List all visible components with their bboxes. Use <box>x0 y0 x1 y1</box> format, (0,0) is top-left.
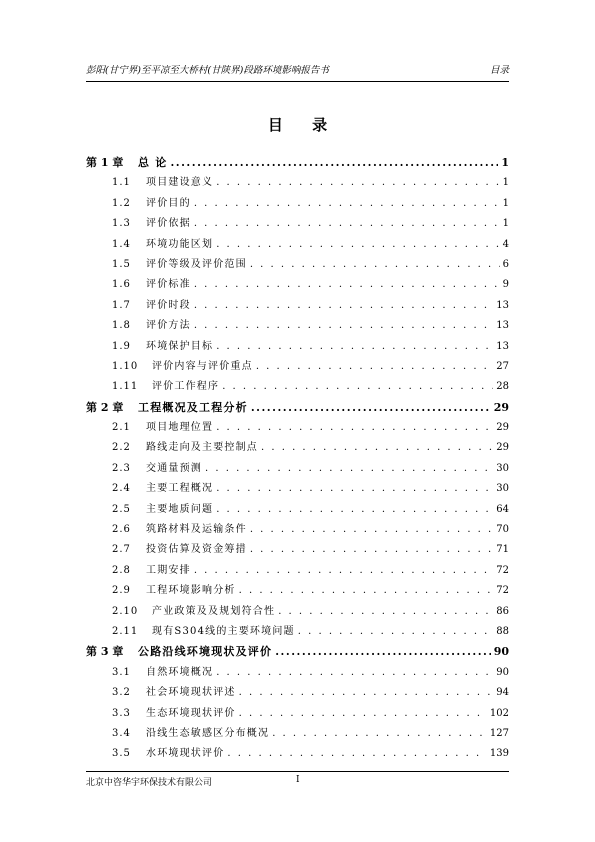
toc-dot-leader <box>216 418 493 438</box>
toc-entry-page: 102 <box>489 707 509 719</box>
toc-entry-number: 第 3 章 <box>86 645 124 659</box>
toc-entry-number: 2.1 <box>112 422 131 434</box>
toc-entry-title: 主要工程概况 <box>146 483 214 495</box>
toc-section-entry[interactable] <box>86 235 509 255</box>
toc-dot-leader <box>216 235 499 255</box>
toc-section-entry[interactable] <box>86 438 509 458</box>
toc-dot-leader <box>194 275 500 295</box>
toc-entry-page: 90 <box>493 645 509 659</box>
toc-dot-leader <box>227 744 487 764</box>
toc-section-entry[interactable] <box>86 622 509 642</box>
toc-chapter-entry[interactable] <box>86 153 509 173</box>
toc-section-entry[interactable] <box>86 316 509 336</box>
toc-entry-page: 139 <box>489 748 509 760</box>
toc-entry-title: 筑路材料及运输条件 <box>146 524 247 536</box>
toc-entry-number: 3.1 <box>112 666 131 678</box>
toc-entry-page: 1 <box>502 177 509 189</box>
toc-dot-leader <box>216 500 493 520</box>
toc-section-entry[interactable] <box>86 255 509 275</box>
toc-section-entry[interactable] <box>86 194 509 214</box>
toc-entry-title: 评价方法 <box>146 320 191 332</box>
toc-section-entry[interactable] <box>86 724 509 744</box>
toc-entry-number: 2.2 <box>112 442 131 454</box>
toc-entry-number: 1.1 <box>112 177 131 189</box>
toc-entry-page: 94 <box>496 687 509 699</box>
toc-entry-page: 4 <box>502 238 509 250</box>
toc-dot-leader <box>250 255 500 275</box>
toc-entry-page: 29 <box>493 400 509 414</box>
toc-entry-title: 评价工作程序 <box>152 381 220 393</box>
toc-dot-leader <box>239 704 487 724</box>
toc-entry-page: 127 <box>489 727 509 739</box>
toc-dot-leader <box>272 724 487 744</box>
toc-dot-leader <box>194 316 493 336</box>
header-section-name: 目录 <box>489 65 509 76</box>
toc-dot-leader <box>205 459 493 479</box>
toc-entry-title: 评价等级及评价范围 <box>146 258 247 270</box>
toc-section-entry[interactable] <box>86 459 509 479</box>
toc-section-entry[interactable] <box>86 581 509 601</box>
toc-entry-title: 交通量预测 <box>146 462 202 474</box>
toc-entry-page: 64 <box>496 503 509 515</box>
toc-entry-page: 72 <box>496 564 509 576</box>
toc-entry-number: 第 2 章 <box>86 400 124 414</box>
toc-entry-title: 工程概况及工程分析 <box>138 400 248 414</box>
toc-entry-title: 水环境现状评价 <box>146 748 225 760</box>
toc-entry-number: 1.2 <box>112 197 131 209</box>
toc-section-entry[interactable] <box>86 377 509 397</box>
toc-entry-title: 评价时段 <box>146 299 191 311</box>
toc-section-entry[interactable] <box>86 479 509 499</box>
toc-section-entry[interactable] <box>86 357 509 377</box>
toc-entry-page: 88 <box>496 625 509 637</box>
toc-entry-page: 30 <box>496 483 509 495</box>
toc-dot-leader <box>216 479 493 499</box>
toc-entry-title: 主要地质问题 <box>146 503 214 515</box>
toc-entry-title: 生态环境现状评价 <box>146 707 236 719</box>
toc-entry-number: 3.2 <box>112 687 131 699</box>
toc-chapter-entry[interactable] <box>86 398 509 418</box>
toc-entry-number: 2.4 <box>112 483 131 495</box>
toc-entry-number: 1.9 <box>112 340 131 352</box>
toc-entry-number: 1.10 <box>112 360 139 372</box>
toc-entry-page: 28 <box>496 381 509 393</box>
toc-dot-leader <box>216 337 493 357</box>
toc-entry-number: 3.4 <box>112 727 131 739</box>
toc-entry-title: 项目建设意义 <box>146 177 214 189</box>
toc-entry-number: 2.9 <box>112 585 131 597</box>
toc-section-entry[interactable] <box>86 214 509 234</box>
toc-section-entry[interactable] <box>86 704 509 724</box>
toc-section-entry[interactable] <box>86 663 509 683</box>
toc-entry-title: 自然环境概况 <box>146 666 214 678</box>
toc-chapter-entry[interactable] <box>86 642 509 662</box>
toc-section-entry[interactable] <box>86 275 509 295</box>
toc-entry-page: 27 <box>496 360 509 372</box>
toc-entry-title: 评价目的 <box>146 197 191 209</box>
toc-entry-number: 1.4 <box>112 238 131 250</box>
footer-page-number: I <box>296 775 300 785</box>
toc-dot-leader <box>170 153 498 173</box>
toc-entry-title: 环境功能区划 <box>146 238 214 250</box>
toc-dot-leader <box>194 214 500 234</box>
toc-dot-leader <box>194 194 500 214</box>
toc-section-entry[interactable] <box>86 602 509 622</box>
toc-entry-title: 路线走向及主要控制点 <box>146 442 258 454</box>
toc-entry-number: 1.11 <box>112 381 139 393</box>
toc-dot-leader <box>261 438 493 458</box>
toc-dot-leader <box>194 561 493 581</box>
toc-section-entry[interactable] <box>86 744 509 764</box>
toc-entry-title: 工程环境影响分析 <box>146 585 236 597</box>
toc-entry-page: 72 <box>496 585 509 597</box>
toc-entry-page: 30 <box>496 462 509 474</box>
toc-entry-number: 2.8 <box>112 564 131 576</box>
toc-entry-page: 1 <box>502 197 509 209</box>
toc-entry-page: 13 <box>496 299 509 311</box>
toc-entry-title: 产业政策及及规划符合性 <box>152 605 276 617</box>
toc-entry-page: 1 <box>502 218 509 230</box>
toc-entry-title: 投资估算及资金筹措 <box>146 544 247 556</box>
toc-entry-page: 29 <box>496 442 509 454</box>
header-document-title: 彭阳(甘宁界)至平凉至大桥村(甘陕界)段路环境影响报告书 <box>86 65 329 76</box>
toc-entry-title: 评价依据 <box>146 218 191 230</box>
toc-entry-number: 3.5 <box>112 748 131 760</box>
footer-company: 北京中咨华宇环保技术有限公司 <box>86 778 213 788</box>
toc-entry-number: 3.3 <box>112 707 131 719</box>
toc-dot-leader <box>250 520 493 540</box>
toc-entry-title: 公路沿线环境现状及评价 <box>138 645 273 659</box>
toc-entry-page: 6 <box>502 258 509 270</box>
toc-entry-page: 9 <box>502 279 509 291</box>
toc-entry-number: 2.6 <box>112 524 131 536</box>
toc-entry-number: 1.8 <box>112 320 131 332</box>
toc-section-entry[interactable] <box>86 500 509 520</box>
toc-entry-title: 现有S304线的主要环境问题 <box>152 625 295 637</box>
toc-section-entry[interactable] <box>86 296 509 316</box>
toc-section-entry[interactable] <box>86 520 509 540</box>
toc-entry-number: 第 1 章 <box>86 156 124 169</box>
toc-entry-title: 评价标准 <box>146 279 191 291</box>
toc-entry-page: 13 <box>496 340 509 352</box>
toc-section-entry[interactable] <box>86 561 509 581</box>
toc-entry-page: 70 <box>496 524 509 536</box>
toc-dot-leader <box>216 173 499 193</box>
toc-section-entry[interactable] <box>86 173 509 193</box>
table-of-contents <box>86 153 509 765</box>
toc-dot-leader <box>216 663 493 683</box>
toc-dot-leader <box>275 642 490 662</box>
toc-entry-number: 2.3 <box>112 462 131 474</box>
toc-entry-number: 2.5 <box>112 503 131 515</box>
toc-entry-number: 2.7 <box>112 544 131 556</box>
toc-dot-leader <box>278 602 493 622</box>
toc-dot-leader <box>239 581 494 601</box>
toc-dot-leader <box>256 357 493 377</box>
toc-section-entry[interactable] <box>86 418 509 438</box>
toc-entry-title: 总 论 <box>138 156 168 169</box>
toc-entry-title: 沿线生态敏感区分布概况 <box>146 727 270 739</box>
toc-entry-number: 2.10 <box>112 605 139 617</box>
page-title: 目 录 <box>267 116 340 134</box>
toc-entry-title: 社会环境现状评述 <box>146 687 236 699</box>
page-header <box>86 62 509 78</box>
toc-section-entry[interactable] <box>86 540 509 560</box>
toc-entry-title: 工期安排 <box>146 564 191 576</box>
toc-entry-number: 1.5 <box>112 258 131 270</box>
toc-entry-number: 1.6 <box>112 279 131 291</box>
toc-section-entry[interactable] <box>86 683 509 703</box>
toc-entry-page: 13 <box>496 320 509 332</box>
toc-entry-title: 评价内容与评价重点 <box>152 360 253 372</box>
toc-entry-number: 2.11 <box>112 625 139 637</box>
toc-entry-page: 86 <box>496 605 509 617</box>
toc-dot-leader <box>298 622 494 642</box>
toc-section-entry[interactable] <box>86 337 509 357</box>
toc-entry-page: 71 <box>496 544 509 556</box>
toc-dot-leader <box>194 296 493 316</box>
toc-entry-page: 90 <box>496 666 509 678</box>
toc-dot-leader <box>251 398 491 418</box>
toc-entry-page: 29 <box>496 422 509 434</box>
toc-dot-leader <box>250 540 493 560</box>
toc-entry-number: 1.3 <box>112 218 131 230</box>
toc-dot-leader <box>239 683 494 703</box>
header-divider <box>86 81 509 82</box>
toc-dot-leader <box>222 377 493 397</box>
toc-entry-title: 项目地理位置 <box>146 422 214 434</box>
toc-entry-title: 环境保护目标 <box>146 340 214 352</box>
toc-entry-page: 1 <box>501 156 509 169</box>
toc-entry-number: 1.7 <box>112 299 131 311</box>
footer-divider <box>86 771 509 772</box>
